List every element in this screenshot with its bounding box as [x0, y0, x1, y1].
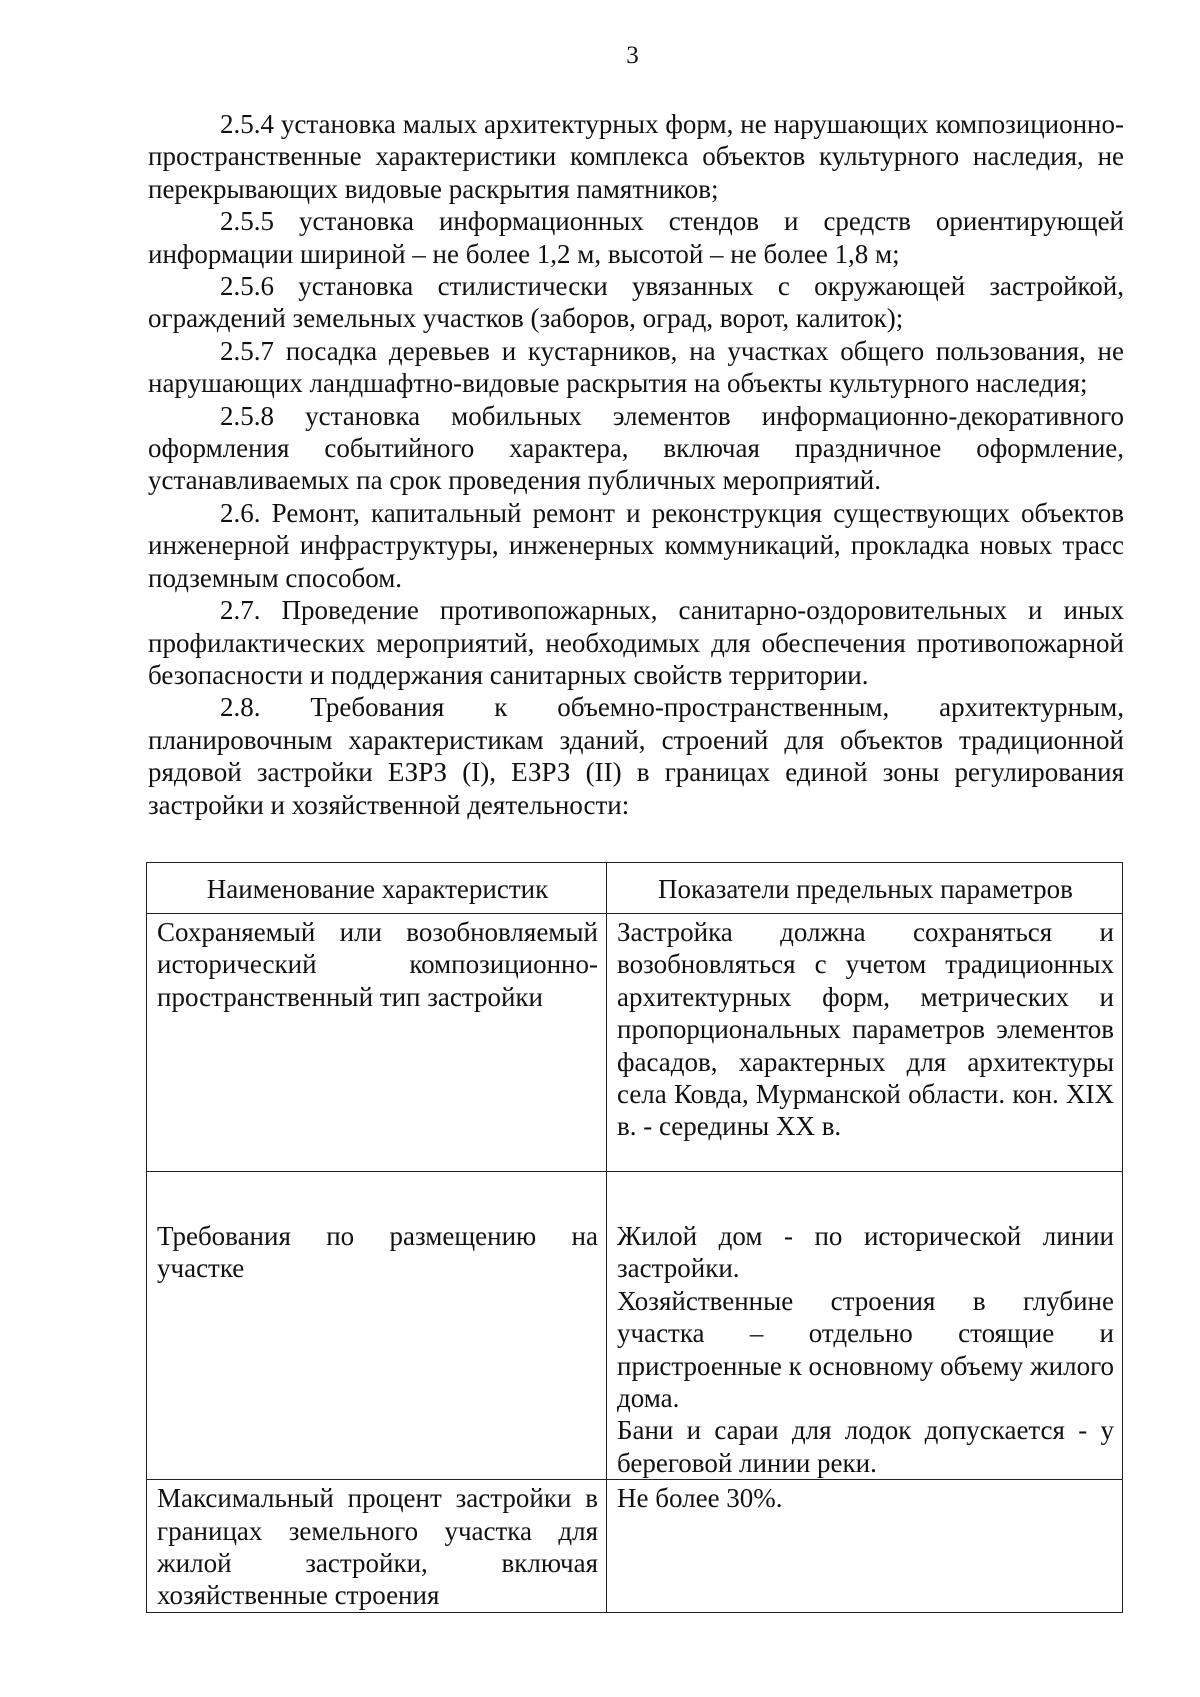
parameter-text: Застройка должна сохраняться и возобновляться с учетом традиционных архитектурных форм, метрических и пропорциональных параметров элементов фасадов, характерных для архитектуры села Ковда, Мурманской области. кон. XIX в. - середины XX в.	[617, 917, 1114, 1142]
parameter-text: Жилой дом - по исторической линии застройки.	[617, 1221, 1114, 1284]
paragraph-2-5-4: 2.5.4 установка малых архитектурных форм, не нарушающих композиционно-пространственные характеристики комплекса объектов культурного наследия, не перекрывающих видовые раскрытия памятников;	[148, 109, 1124, 204]
characteristic-name	[147, 1172, 607, 1480]
document-body	[148, 108, 1124, 821]
column-header-parameters: Показатели предельных параметров	[607, 863, 1123, 914]
paragraph-2-5-5: 2.5.5 установка информационных стендов и средств ориентирующей информации шириной – не более 1,2 м, высотой – не более 1,8 м;	[148, 206, 1124, 269]
page-number: 3	[626, 42, 639, 69]
table-row	[147, 914, 1123, 1172]
characteristic-text: Требования по размещению на участке	[157, 1221, 598, 1284]
parameter-value	[607, 1172, 1123, 1480]
paragraph-2-7: 2.7. Проведение противопожарных, санитарно-оздоровительных и иных профилактических мероприятий, необходимых для обеспечения противопожарной безопасности и поддержания санитарных свойств территории.	[148, 595, 1124, 690]
paragraph-2-6: 2.6. Ремонт, капитальный ремонт и реконструкция существующих объектов инженерной инфраструктуры, инженерных коммуникаций, прокладка новых трасс подземным способом.	[148, 497, 1124, 593]
table-header-row	[147, 863, 1123, 914]
parameter-text: Не более 30%.	[617, 1483, 783, 1514]
paragraph-2-5-8: 2.5.8 установка мобильных элементов информационно-декоративного оформления событийного характера, включая праздничное оформление, устанавливаемых па срок проведения публичных мероприятий.	[148, 400, 1124, 496]
parameter-text: Бани и сараи для лодок допускается - у береговой линии реки.	[617, 1415, 1114, 1478]
table-row	[147, 1480, 1123, 1613]
parameter-value	[607, 914, 1123, 1172]
paragraph-2-8: 2.8. Требования к объемно-пространственным, архитектурным, планировочным характеристикам зданий, строений для объектов традиционной рядовой застройки ЕЗРЗ (I), ЕЗРЗ (II) в границах единой зоны регулирования застройки и хозяйственной деятельности:	[148, 692, 1124, 820]
parameter-value	[607, 1480, 1123, 1613]
column-header-characteristics: Наименование характеристик	[147, 863, 607, 914]
characteristic-name: Максимальный процент застройки в границах земельного участка для жилой застройки, включая хозяйственные строения	[147, 1480, 607, 1613]
table-row	[147, 1172, 1123, 1480]
parameters-table	[146, 862, 1123, 1613]
parameter-text: Хозяйственные строения в глубине участка – отдельно стоящие и пристроенные к основному объему жилого дома.	[617, 1285, 1114, 1414]
characteristic-name: Сохраняемый или возобновляемый исторический композиционно-пространственный тип застройки	[147, 914, 607, 1172]
paragraph-2-5-7: 2.5.7 посадка деревьев и кустарников, на участках общего пользования, не нарушающих ландшафтно-видовые раскрытия на объекты культурного наследия;	[148, 335, 1124, 399]
paragraph-2-5-6: 2.5.6 установка стилистически увязанных с окружающей застройкой, ограждений земельных участков (заборов, оград, ворот, калиток);	[148, 271, 1124, 334]
